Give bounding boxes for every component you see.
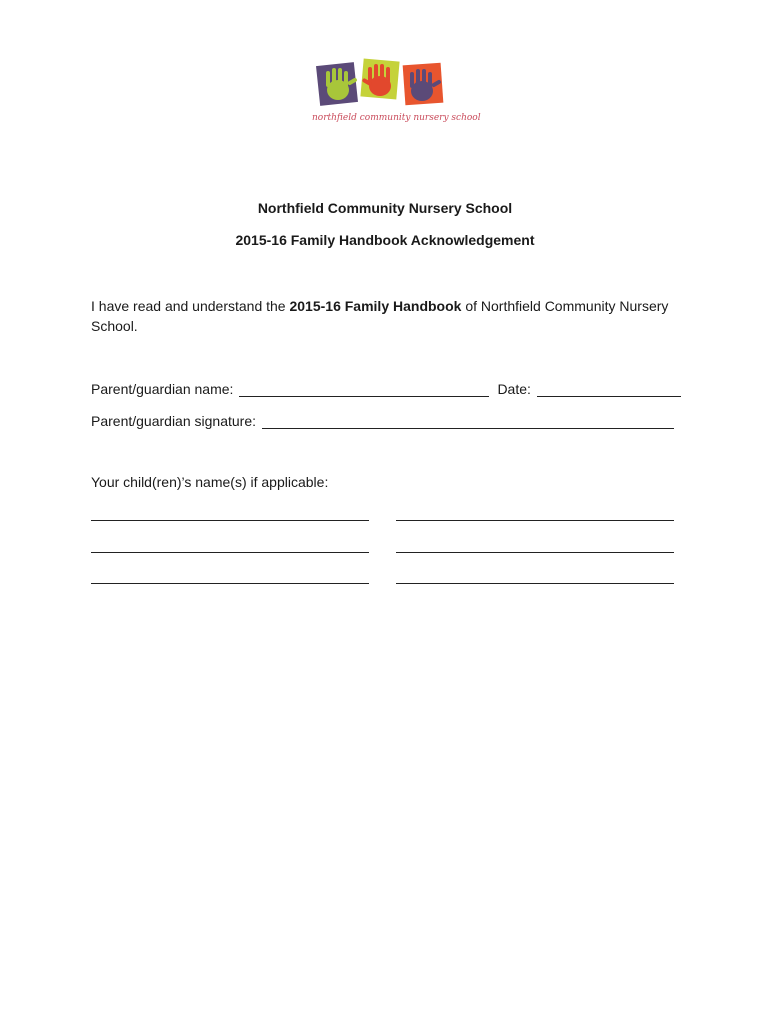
logo-caption: northfield community nursery school xyxy=(312,113,481,123)
child-name-field-4[interactable] xyxy=(396,552,674,553)
statement-suffix: of Northfield Community Nursery School. xyxy=(91,298,669,334)
child-name-field-6[interactable] xyxy=(396,583,674,584)
parent-name-row xyxy=(91,377,681,397)
child-name-field-1[interactable] xyxy=(91,520,369,521)
school-name-heading: Northfield Community Nursery School xyxy=(257,200,513,216)
parent-name-field[interactable] xyxy=(239,381,489,397)
form-title-heading: 2015-16 Family Handbook Acknowledgement xyxy=(235,232,535,248)
statement-prefix: I have read and understand the xyxy=(91,298,290,314)
parent-name-label: Parent/guardian name: xyxy=(91,381,234,397)
date-field[interactable] xyxy=(537,381,681,397)
statement-emphasis: 2015-16 Family Handbook xyxy=(289,298,462,314)
child-name-field-5[interactable] xyxy=(91,583,369,584)
signature-label: Parent/guardian signature: xyxy=(91,413,256,429)
date-label: Date: xyxy=(497,381,531,397)
acknowledgement-statement xyxy=(91,296,681,336)
signature-row xyxy=(91,409,674,429)
children-names-label: Your child(ren)’s name(s) if applicable: xyxy=(91,474,329,490)
school-logo xyxy=(312,58,481,130)
signature-field[interactable] xyxy=(262,413,674,429)
child-name-field-2[interactable] xyxy=(396,520,674,521)
child-name-field-3[interactable] xyxy=(91,552,369,553)
handprints-logo-icon xyxy=(312,58,452,110)
